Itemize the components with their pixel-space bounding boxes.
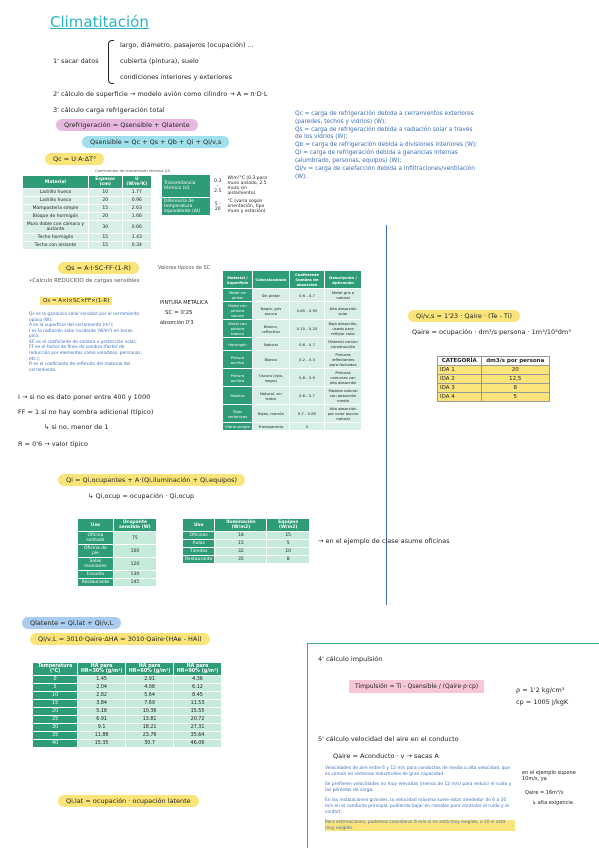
definition-item: Qi = carga de refrigeración debida a ganancias internas (alumbrado, personas, equipos) (W); [295, 150, 458, 164]
cell: 0.7 - 0.85 [289, 405, 324, 423]
cell: Rojas, marrón [252, 405, 289, 423]
cell: 10 [88, 189, 122, 197]
cell: IDA 3 [438, 384, 482, 393]
note-ff-sub: ↳ si no, menor de 1 [44, 423, 109, 431]
cell: 15 [267, 532, 310, 540]
definitions [295, 111, 480, 181]
paragraph: Se prefieren velocidades no muy elevadas (menos de 12 m/s) para reducir el ruido y las pérdidas de carga. [325, 781, 512, 793]
section-1-label: 1' sacar datos [53, 57, 99, 65]
cell: Tejas cerámicas [223, 405, 253, 423]
th: Color/Acabado [252, 271, 289, 289]
formula-qi-lat: Qi,lat = ocupación · ocupación latente [58, 795, 199, 807]
cell: 100 [113, 545, 156, 558]
u-table [22, 175, 152, 250]
definition-item: Qs = carga de refrigeración debida a radiación solar a través de los vidrios (W); [295, 126, 473, 141]
cell: Madera natural con absorción media [325, 387, 362, 405]
cell: IDA 4 [438, 393, 482, 402]
cell: Salas reuniones [78, 558, 114, 571]
cell: Metal sin pintar [223, 289, 253, 302]
ida-table [437, 356, 550, 402]
formula-qs2: Qs = A×I×SC×FF×(1-R) [40, 297, 112, 305]
th: Iluminación (W/m2) [215, 519, 267, 532]
th: Ocupante sensible (W) [113, 519, 156, 532]
cell: Natural [252, 338, 289, 351]
cell: 15 [88, 242, 122, 250]
cell: 0.96 [122, 197, 151, 205]
cell: Oscuro (rojo, negro) [252, 369, 289, 387]
velocidad-text [325, 766, 515, 831]
formula-qc: Qc = U·A·ΔT° [45, 153, 104, 165]
cell: Bloque de hormigón [23, 213, 89, 221]
cell: Transmitancia térmica (U) [162, 175, 211, 198]
cell: 8 [481, 384, 549, 393]
note-i: I → si no es dato poner entre 400 y 1000 [18, 393, 151, 401]
cell: 5 [481, 393, 549, 402]
cell: 18 [215, 532, 267, 540]
cell: Alta absorción solar [325, 302, 362, 320]
bullet: A es la superficie del cerramiento (m²); [29, 323, 114, 329]
cell: Baja absorción, usado para reflejar calor [325, 320, 362, 338]
cell: Material común construcción [325, 338, 362, 351]
cell: Escuela [78, 571, 114, 579]
formula-qi-ocup: ↳ Qi,ocup = ocupación · Qi,ocup [88, 492, 195, 500]
formula-velocidad: Qaire = Aconducto · v → sacas A [333, 752, 439, 760]
cell: 2.91 [126, 676, 174, 684]
cell: Metal con pintura oscura [223, 302, 253, 320]
th: HA para HR=60% (g/m³) [126, 663, 174, 676]
cell: 11.88 [78, 732, 126, 740]
cell: 3.84 [78, 700, 126, 708]
sc-table [222, 270, 362, 431]
cell: Negro, gris oscuro [252, 302, 289, 320]
cell: 25 [33, 716, 78, 724]
cell: 9.1 [78, 724, 126, 732]
cell: 8 [267, 556, 310, 564]
cell: 15 [88, 205, 122, 213]
cell: 20 [481, 366, 549, 375]
cell: 23.76 [126, 732, 174, 740]
cell: Hormigón [223, 338, 253, 351]
cell: 6.91 [78, 716, 126, 724]
cell: 5 - 20 [211, 198, 225, 216]
qs-bullets [29, 312, 144, 373]
cell: 20 [88, 213, 122, 221]
cell: 6.12 [174, 684, 222, 692]
cell: 1.43 [122, 234, 151, 242]
cell: 0.66 [122, 221, 151, 234]
pintura-label: PINTURA METÁLICA [160, 300, 208, 306]
cell: 0.3 - 2.5 [211, 175, 225, 198]
cell: 20 [88, 197, 122, 205]
cell: 2.63 [122, 205, 151, 213]
bullet: SC es el coeficiente de sombra o protección solar; [29, 339, 137, 345]
cell: Ladrillo hueco [23, 189, 89, 197]
cell: 12,5 [481, 375, 549, 384]
cell: 0 [289, 423, 324, 431]
paragraph: Para estimaciones, podemos considerar 6 m/s si no está muy exigido, o 10 si está muy exigido. [325, 820, 515, 832]
cell: 20 [33, 708, 78, 716]
cell: Madera [223, 387, 253, 405]
side-note-qaire: Qaire = 16m³/s [525, 790, 564, 796]
th: Material / Superficie [223, 271, 253, 289]
cell: Restaurante [183, 556, 215, 564]
cell: Alta absorción por color oscuro natural [325, 405, 362, 423]
cell: 10 [33, 692, 78, 700]
cell: 10.36 [126, 708, 174, 716]
section-1-brace [108, 40, 114, 84]
cell: 1.45 [78, 676, 126, 684]
section-1-item: cubierta (pintura), suelo [120, 57, 199, 65]
cell: Blanco, reflectivo [252, 320, 289, 338]
cell: 40 [33, 740, 78, 748]
cell: 8.45 [174, 692, 222, 700]
cell: Natural, sin tratar [252, 387, 289, 405]
cell: 30 [33, 724, 78, 732]
cell: 30 [88, 221, 122, 234]
cell: 2.04 [78, 684, 126, 692]
cell: 1.77 [122, 189, 151, 197]
formula-qs: Qs = A·I·SC·FF·(1-R) [58, 262, 139, 274]
cell: 15.55 [174, 708, 222, 716]
cell: Pintura acrílica [223, 351, 253, 369]
cell: 75 [113, 532, 156, 545]
cell: 130 [113, 571, 156, 579]
th: U (W/m²K) [122, 176, 151, 189]
bullet: Qs es la ganancia solar sensible por el cerramiento opaco (W); [29, 312, 140, 323]
cell: Mampostería simple [23, 205, 89, 213]
cell: Aulas [183, 540, 215, 548]
note-oficinas: → en el ejemplo de clase asume oficinas [318, 537, 450, 545]
cell: Sin pintar [252, 289, 289, 302]
cell: 145 [113, 579, 156, 587]
cell: 1.66 [122, 213, 151, 221]
cell: 2.82 [78, 692, 126, 700]
definition-item: Qi/v = carga de calefacción debida a infiltraciones/ventilación (W). [295, 165, 475, 180]
u-table-caption: Coeficientes de transmisión térmica (U) [95, 168, 171, 173]
section-1-item: largo, diámetro, pasajeros (ocupación) ... [120, 41, 254, 49]
cell: 15 [33, 700, 78, 708]
definition-item: Qc = carga de refrigeración debida a cerramientos exteriores (paredes, techos y vidrios) (W); [295, 111, 474, 125]
formula-qiv: Qi/v,s = 1'23 · Qaire · (Te - Ti) [408, 310, 520, 322]
cell [325, 423, 362, 431]
th: Uso [183, 519, 215, 532]
cell: 15.35 [78, 740, 126, 748]
cell: 35 [215, 556, 267, 564]
cell: 0.6 - 0.7 [289, 338, 324, 351]
cell: W/m²°C (0.3 para muro aislado, 2.5 muro sin aislamiento) [225, 175, 278, 198]
cell: Transparente [252, 423, 289, 431]
cell: Oficina de pie [78, 545, 114, 558]
cell: Metal con pintura blanca [223, 320, 253, 338]
bullet: R es el coeficiente de reflexión del material del cerramiento. [29, 362, 131, 373]
section-4: 4' cálculo impulsión [318, 655, 383, 663]
cell: 35.64 [174, 732, 222, 740]
cell: 0.6 - 0.7 [289, 289, 324, 302]
th: Equipos (W/m2) [267, 519, 310, 532]
th: Temperatura (°C) [33, 663, 78, 676]
cell: 0.15 - 0.25 [289, 320, 324, 338]
cell: Tiendas [183, 548, 215, 556]
cell: °C (varía según orientación, tipo muro y estación) [225, 198, 278, 216]
note-ff: FF = 1 si no hay sombra adicional (típico) [18, 408, 154, 416]
formula-impulsion: Timpulsión = Ti - Qsensible / (Qaire·ρ·cp) [349, 680, 484, 693]
bullet: I es la radiación solar incidente (W/m²) en horas pico; [29, 328, 133, 340]
valores-sc-label: Valores típicos de SC [158, 265, 211, 271]
cp-value: cp = 1005 J/kgK [516, 698, 569, 706]
section-5: 5' cálculo velocidad del aire en el conducto [318, 735, 459, 743]
cell: IDA 1 [438, 366, 482, 375]
cell: 13.81 [126, 716, 174, 724]
cell: 0.34 [122, 242, 151, 250]
cell: Muro doble con cámara y aislante [23, 221, 89, 234]
th: CATEGORÍA [438, 357, 482, 366]
cell: Ladrillo hueco [23, 197, 89, 205]
cell: Techo con aislante [23, 242, 89, 250]
paragraph: Velocidades de aire entre 6 y 12 m/s para conductos de media o alta velocidad, que es común en sistemas industriales de gran capacidad. [325, 766, 511, 777]
section-3: 3' cálculo carga refrigeración total [53, 106, 165, 114]
formula-qiv-l: Qi/v,L = 3010·Qaire·ΔHA = 3010·Qaire·(HAe - HAi) [30, 633, 210, 645]
cell: Blanco [252, 351, 289, 369]
side-note-exigencia: ↳ alta exigencia [532, 800, 573, 806]
cell: Diferencia de temperatura equivalente (Δt) [162, 198, 211, 216]
cell: Metal gris o natural [325, 289, 362, 302]
cell: 15 [88, 234, 122, 242]
transmitancia-table [161, 174, 278, 216]
vertical-divider [386, 225, 387, 605]
cell: 5.64 [126, 692, 174, 700]
cell: 4.36 [174, 676, 222, 684]
section-frame-left [307, 643, 308, 848]
formula-sensible: Qsensible = Qc + Qs + Qb + Qi + Qi/v,s [82, 136, 229, 148]
page-title: Climatitación [50, 13, 149, 31]
bullet: FF es el factor de fines de sombra (factor de reducción por elementos como voladizos, persianas, etc.); [29, 345, 142, 362]
th: Espesor (cm) [88, 176, 122, 189]
cell: 4.08 [126, 684, 174, 692]
cell: 5 [267, 540, 310, 548]
cell: 46.06 [174, 740, 222, 748]
cell: 10 [267, 548, 310, 556]
cell: 20.72 [174, 716, 222, 724]
cell: 32 [215, 548, 267, 556]
absorcion-value: absorción 0'3 [160, 320, 194, 326]
ha-table [32, 662, 222, 748]
cell: 0.6 - 0.7 [289, 387, 324, 405]
cell: Oficinas [183, 532, 215, 540]
cell: IDA 2 [438, 375, 482, 384]
cell: 30.7 [126, 740, 174, 748]
formula-qi: Qi = Qi,ocupantes + A·(Qi,iluminación + Qi,equipos) [58, 474, 245, 486]
cell: Pinturas reflectantes para fachadas [325, 351, 362, 369]
ocupantes-table [77, 518, 157, 587]
paragraph: En las instalaciones grandes, la velocidad máxima suele estar alrededor de 6 a 10 m/s en el conducto principal, pudiendo bajar en ramales para controlar el ruido y el confort. [325, 797, 509, 815]
cell: Vidrio simple [223, 423, 253, 431]
definition-item: Qb = carga de refrigeración debida a divisiones interiores (W); [295, 142, 478, 149]
cell: 5 [33, 684, 78, 692]
formula-latente: Qlatente = Qi,lat + Qi/v,L [22, 617, 121, 629]
formula-qaire: Qaire = ocupación · dm³/s·persona · 1m³/10³dm³ [412, 328, 571, 336]
cell: 5.18 [78, 708, 126, 716]
cell: 0.85 - 0.95 [289, 302, 324, 320]
side-note-ejemplo: en el ejemplo supone 10m/s, ya [522, 770, 576, 782]
cell: 0 [33, 676, 78, 684]
calc-sc: •Cálculo REDUCIDO de cargas sensibles [29, 278, 140, 284]
note-r: R = 0'6 → valor típico [18, 440, 88, 448]
cell: 18.21 [126, 724, 174, 732]
cell: 35 [33, 732, 78, 740]
cell: 11.53 [174, 700, 222, 708]
cell: 15 [215, 540, 267, 548]
cell: 0.8 - 0.9 [289, 369, 324, 387]
cell: 0.2 - 0.3 [289, 351, 324, 369]
th: HA para HR=90% (g/m³) [174, 663, 222, 676]
section-1-item: condiciones interiores y exteriores [120, 73, 233, 81]
cell: 120 [113, 558, 156, 571]
cell: Oficina sentado [78, 532, 114, 545]
th: Material [23, 176, 89, 189]
iluminacion-table [182, 518, 310, 564]
section-2: 2' cálculo de superficie → modelo avión como cilindro → A = π·D·L [53, 90, 268, 98]
cell: Pinturas comunes con alta absorción [325, 369, 362, 387]
th: Descripción / Aplicación [325, 271, 362, 289]
th: Uso [78, 519, 114, 532]
cell: Techo hormigón [23, 234, 89, 242]
cell: Pintura acrílica [223, 369, 253, 387]
th: HA para HR=30% (g/m³) [78, 663, 126, 676]
rho-value: ρ = 1'2 kg/cm³ [516, 686, 565, 694]
cell: Restaurante [78, 579, 114, 587]
cell: 7.69 [126, 700, 174, 708]
th: dm3/s por persona [481, 357, 549, 366]
cell: 27.31 [174, 724, 222, 732]
formula-refrigeracion: Qrefrigeración = Qsensible + Qlatente [56, 119, 198, 131]
section-frame-top [307, 643, 599, 644]
th: Coeficiente Sombra de absorción [289, 271, 324, 289]
sc-value: SC = 0'25 [165, 310, 193, 316]
